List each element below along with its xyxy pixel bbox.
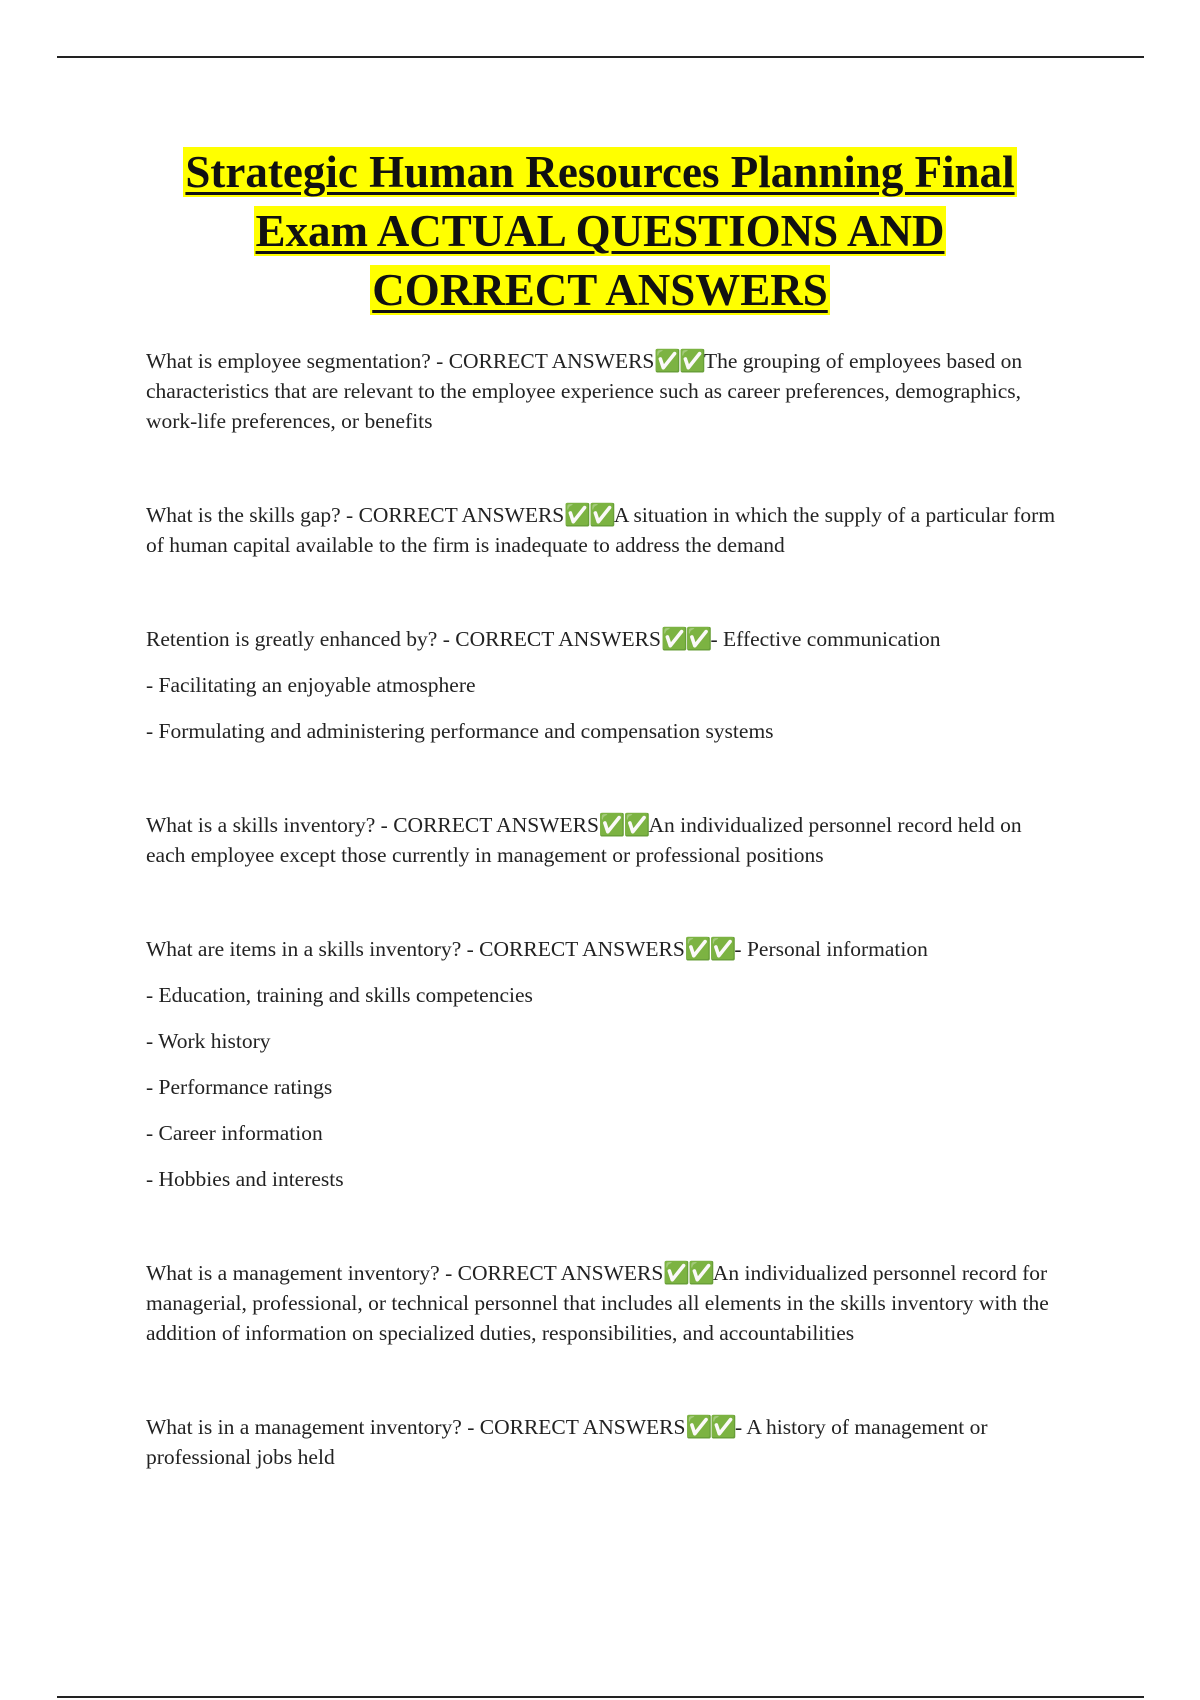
qa-entry [146, 1412, 1066, 1472]
question-text: What are items in a skills inventory? [146, 937, 462, 961]
list-item: - Education, training and skills competencies [146, 983, 533, 1007]
qa-list [146, 346, 1066, 1472]
question-text: Retention is greatly enhanced by? [146, 627, 438, 651]
check-marks-icon: ✅✅ [598, 813, 649, 837]
check-marks-icon: ✅✅ [564, 503, 614, 527]
question-text: What is employee segmentation? [146, 349, 431, 373]
list-item: - Performance ratings [146, 1075, 333, 1099]
qa-entry [146, 346, 1066, 436]
qa-entry [146, 500, 1066, 560]
list-item: - Facilitating an enjoyable atmosphere [146, 673, 476, 697]
answer-tag: - CORRECT ANSWERS [340, 503, 565, 527]
answer-text: - Personal information [734, 937, 928, 961]
qa-entry [146, 1258, 1066, 1348]
answer-tag: - CORRECT ANSWERS [437, 627, 661, 651]
check-marks-icon: ✅✅ [654, 349, 704, 373]
list-item: - Formulating and administering performance and compensation systems [146, 719, 774, 743]
check-marks-icon: ✅✅ [684, 937, 735, 961]
top-rule [57, 56, 1144, 58]
question-text: What is a skills inventory? [146, 813, 376, 837]
answer-tag: - CORRECT ANSWERS [461, 937, 685, 961]
title-line-2: Exam ACTUAL QUESTIONS AND [255, 206, 945, 256]
list-item: - Work history [146, 1029, 271, 1053]
bottom-rule [57, 1696, 1144, 1698]
question-text: What is the skills gap? [146, 503, 341, 527]
check-marks-icon: ✅✅ [660, 627, 711, 651]
qa-entry [146, 810, 1066, 870]
qa-entry [146, 934, 1066, 1194]
question-text: What is in a management inventory? [146, 1415, 462, 1439]
answer-tag: - CORRECT ANSWERS [461, 1415, 686, 1439]
document-title [100, 143, 1100, 320]
qa-entry [146, 624, 1066, 746]
answer-text: A situation in which the supply of a particular form of human capital available to the firm is inadequate to address the demand [146, 503, 1056, 557]
answer-text: - A history of management or professional jobs held [146, 1415, 988, 1469]
check-marks-icon: ✅✅ [685, 1415, 735, 1439]
answer-text: An individualized personnel record held on each employee except those currently in management or professional positions [146, 813, 1022, 867]
title-line-3: CORRECT ANSWERS [372, 265, 828, 315]
list-item: - Hobbies and interests [146, 1167, 344, 1191]
answer-tag: - CORRECT ANSWERS [439, 1261, 664, 1285]
check-marks-icon: ✅✅ [663, 1261, 713, 1285]
question-text: What is a management inventory? [146, 1261, 440, 1285]
answer-text: - Effective communication [710, 627, 941, 651]
answer-tag: - CORRECT ANSWERS [430, 349, 655, 373]
title-line-1: Strategic Human Resources Planning Final [185, 147, 1015, 197]
answer-text: An individualized personnel record for managerial, professional, or technical personnel that includes all elements in the skills inventory with the addition of information on specialized duties, responsibilities, and accountabilities [146, 1261, 1049, 1345]
answer-text: The grouping of employees based on characteristics that are relevant to the employee experience such as career preferences, demographics, work-life preferences, or benefits [146, 349, 1023, 433]
list-item: - Career information [146, 1121, 323, 1145]
answer-tag: - CORRECT ANSWERS [375, 813, 599, 837]
